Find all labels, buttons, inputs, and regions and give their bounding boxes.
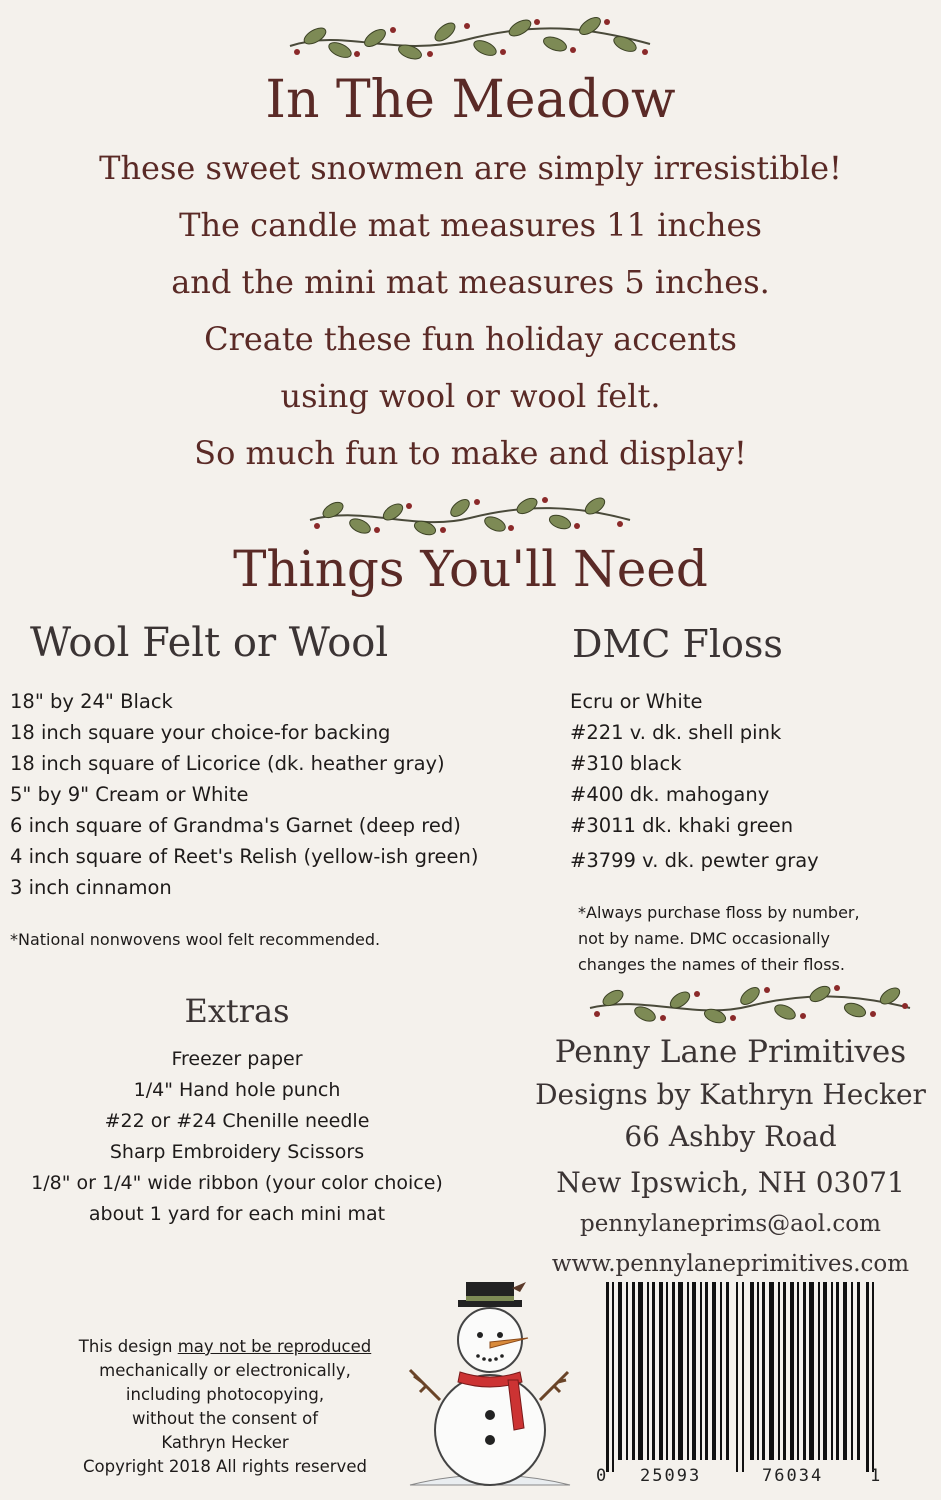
copyright-notice (20, 1335, 430, 1479)
wool-heading: Wool Felt or Wool (30, 620, 389, 666)
street-address: 66 Ashby Road (624, 1120, 837, 1153)
copyright-line: without the consent of (131, 1409, 319, 1428)
intro-line: These sweet snowmen are simply irresistible! (99, 149, 842, 187)
needs-title: Things You'll Need (233, 540, 708, 598)
dmc-heading: DMC Floss (572, 622, 783, 666)
intro-line: So much fun to make and display! (194, 434, 747, 472)
list-item: 3 inch cinnamon (10, 876, 172, 899)
list-item: #310 black (570, 752, 682, 775)
holly-vine-middle (305, 490, 635, 540)
copyright-line: including photocopying, (125, 1385, 325, 1404)
list-item: 18 inch square of Licorice (dk. heather gray) (10, 752, 445, 775)
list-item: #3011 dk. khaki green (570, 814, 794, 837)
list-item: 1/4" Hand hole punch (133, 1079, 341, 1101)
extras-list (0, 1044, 474, 1230)
barcode-digit-left: 0 (596, 1466, 607, 1486)
holly-vine-lower (585, 980, 915, 1030)
note-line: not by name. DMC occasionally (578, 929, 830, 948)
list-item: 4 inch square of Reet's Relish (yellow-ish green) (10, 845, 479, 868)
extras-heading: Extras (184, 992, 290, 1030)
intro-line: using wool or wool felt. (280, 377, 661, 415)
barcode-digits-group1: 25093 (640, 1466, 702, 1486)
city-address: New Ipswich, NH 03071 (556, 1166, 905, 1199)
note-line: *Always purchase floss by number, (578, 903, 860, 922)
copyright-line: mechanically or electronically, (99, 1361, 351, 1380)
list-item: about 1 yard for each mini mat (88, 1203, 386, 1225)
list-item: 6 inch square of Grandma's Garnet (deep red) (10, 814, 461, 837)
intro-line: and the mini mat measures 5 inches. (171, 263, 770, 301)
copyright-line: Kathryn Hecker (161, 1433, 289, 1452)
holly-vine-top (285, 8, 655, 63)
list-item: Freezer paper (171, 1048, 303, 1070)
designer-name: Designs by Kathryn Hecker (535, 1078, 926, 1111)
snowman-illustration (400, 1280, 580, 1490)
copyright-line: Copyright 2018 All rights reserved (83, 1457, 367, 1476)
note-line: changes the names of their floss. (578, 955, 845, 974)
list-item: #22 or #24 Chenille needle (104, 1110, 370, 1132)
list-item: 18" by 24" Black (10, 690, 173, 713)
list-item: 5" by 9" Cream or White (10, 783, 249, 806)
no-reproduce-text: may not be reproduced (177, 1337, 372, 1356)
company-name: Penny Lane Primitives (554, 1034, 907, 1070)
website-link[interactable]: www.pennylaneprimitives.com (551, 1251, 910, 1277)
list-item: 1/8" or 1/4" wide ribbon (your color choice) (31, 1172, 443, 1194)
dmc-note (578, 900, 928, 978)
list-item: 18 inch square your choice-for backing (10, 721, 391, 744)
barcode-digits-group2: 76034 (762, 1466, 824, 1486)
page-title: In The Meadow (265, 70, 676, 130)
list-item: #3799 v. dk. pewter gray (570, 849, 819, 872)
barcode-digit-right: 1 (870, 1466, 881, 1486)
list-item: #221 v. dk. shell pink (570, 721, 782, 744)
intro-line: The candle mat measures 11 inches (179, 206, 762, 244)
list-item: #400 dk. mahogany (570, 783, 770, 806)
dmc-list (570, 686, 819, 876)
company-block (520, 1030, 941, 1284)
copyright-line: This design may not be reproduced (78, 1337, 372, 1356)
wool-note: *National nonwovens wool felt recommended. (10, 930, 381, 949)
wool-list (10, 686, 479, 903)
intro-line: Create these fun holiday accents (204, 320, 737, 358)
barcode (596, 1282, 896, 1472)
intro-text (40, 140, 901, 482)
list-item: Sharp Embroidery Scissors (109, 1141, 365, 1163)
email-link[interactable]: pennylaneprims@aol.com (580, 1211, 881, 1237)
list-item: Ecru or White (570, 690, 703, 713)
